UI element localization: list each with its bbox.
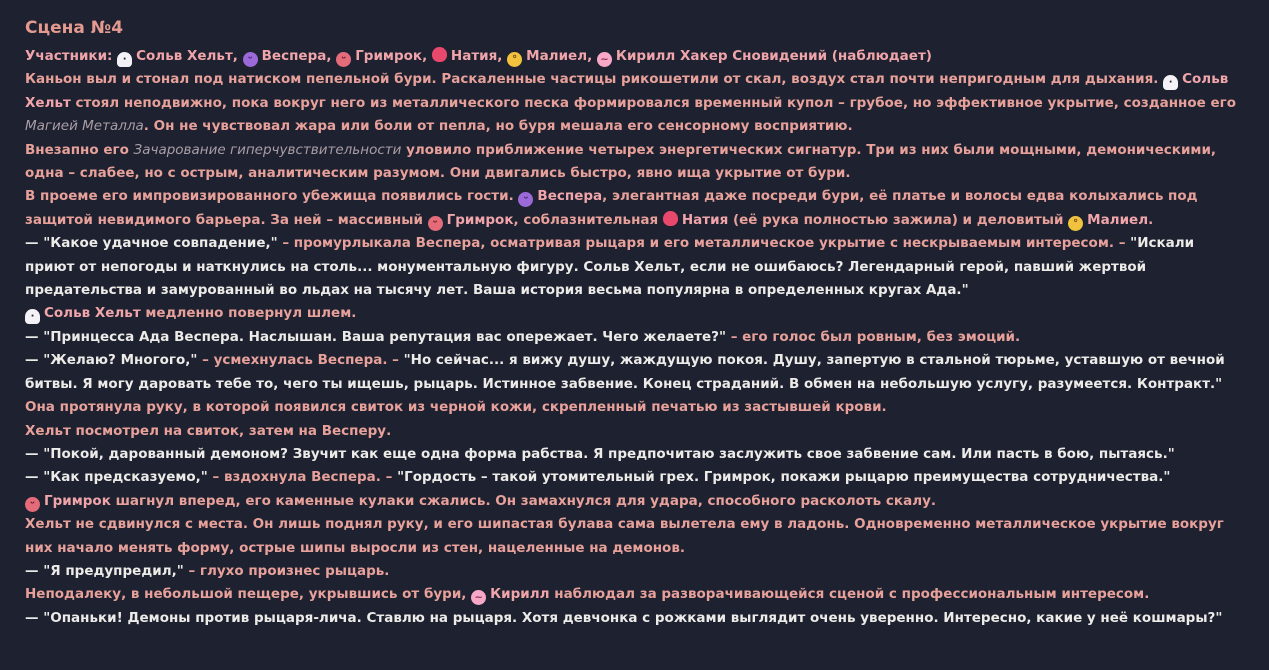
shy-face-icon: ° xyxy=(507,52,522,67)
paragraph: ᵕ Гримрок шагнул вперед, его каменные кулаки сжались. Он замахнулся для удара, способного расколоть скалу. xyxy=(25,490,1245,513)
dialogue: — "Желаю? Многого," – усмехнулась Веспера. – "Но сейчас... я вижу душу, жаждущую покоя. Душу, запертую в стальной тюрьме, уставшую от вечной битвы. Я могу даровать тебе то, чего ты ищешь, рыцарь. Истинное забвение. Конец страданий. В обмен на небольшую услугу, разумеется. Контракт." xyxy=(25,352,1225,392)
lips-icon xyxy=(663,211,678,226)
skill-name: Магией Металла xyxy=(25,118,144,135)
character-name: Сольв Хельт xyxy=(44,305,141,322)
scene-title: Сцена №4 xyxy=(25,18,124,38)
character-name: Кирилл xyxy=(490,586,550,603)
paragraph: В проеме его импровизированного убежища появились гости. ᵕ Веспера, элегантная даже посреди бури, её платье и волосы едва колыхались под защитой невидимого барьера. За ней – массивный ᵕ Гримрок, соблазнительная Натия (её рука полностью зажила) и деловитый ° Малиел. xyxy=(25,188,1198,229)
dialogue: — "Какое удачное совпадение," – промурлыкала Веспера, осматривая рыцаря и его металлическое укрытие с нескрываемым интересом. – "Искали приют от непогоды и наткнулись на столь... монументальную фигуру. Сольв Хельт, если не ошибаюсь? Легендарный герой, павший жертвой предательства и замурованный во льдах на тысячу лет. Ваша история весьма популярна в определенных кругах Ада." xyxy=(25,235,1195,299)
character-name: Натия xyxy=(681,211,729,228)
paragraph: Хельт посмотрел на свиток, затем на Весперу. xyxy=(25,422,392,439)
participant-name: Кирилл Хакер Сновидений (наблюдает) xyxy=(615,48,932,64)
participant-name: Веспера xyxy=(261,48,327,64)
imp-face-icon: ᵕ xyxy=(428,216,443,231)
participants-label: Участники: xyxy=(25,48,113,64)
dialogue: — "Опаньки! Демоны против рыцаря-лича. Ставлю на рыцаря. Хотя девчонка с рожками выглядит очень уверенно. Интересно, какие у неё кошмары?" xyxy=(25,609,1223,626)
imp-face-icon: ᵕ xyxy=(25,497,40,512)
paragraph: Хельт не сдвинулся с места. Он лишь поднял руку, и его шипастая булава сама вылетела ему в ладонь. Одновременно металлическое укрытие вокруг них начало менять форму, острые шипы выросли из стен, нацеленные на демонов. xyxy=(25,516,1224,556)
character-name: Малиел xyxy=(1087,211,1149,228)
skill-name: Зачарование гиперчувствительности xyxy=(133,141,402,158)
paragraph: Внезапно его Зачарование гиперчувствительности уловило приближение четырех энергетических сигнатур. Три из них были мощными, демоническими, одна – слабее, но с острым, аналитическим разумом. Они двигались быстро, явно ища укрытие от бури. xyxy=(25,141,1217,182)
ghost-icon: · xyxy=(1163,75,1178,90)
participant-name: Натия xyxy=(450,48,498,64)
ghost-icon: · xyxy=(25,309,40,324)
character-name: Гримрок xyxy=(446,211,514,228)
demon-face-icon: ᵕ xyxy=(243,52,258,67)
demon-face-icon: ᵕ xyxy=(518,192,533,207)
dialogue: — "Принцесса Ада Веспера. Наслышан. Ваша репутация вас опережает. Чего желаете?" – его голос был ровным, без эмоций. xyxy=(25,328,1021,345)
character-name: Веспера xyxy=(537,188,603,205)
paragraph: Каньон выл и стонал под натиском пепельной бури. Раскаленные частицы рикошетили от скал, воздух стал почти непригодным для дыхания. · Сольв Хельт стоял неподвижно, пока вокруг него из металлического песка формировался временный купол – грубое, но эффективное укрытие, созданное его Магией Металла. Он не чувствовал жара или боли от пепла, но буря мешала его сенсорному восприятию. xyxy=(25,71,1236,135)
participant-name: Гримрок xyxy=(355,48,423,64)
imp-face-icon: ᵕ xyxy=(336,52,351,67)
participants-line: Участники: · Сольв Хельт, ᵕ Веспера, ᵕ Гримрок, Натия, ° Малиел, ~ Кирилл Хакер Сновидений (наблюдает) xyxy=(25,48,932,65)
dialogue: — "Я предупредил," – глухо произнес рыцарь. xyxy=(25,562,390,579)
shy-face-icon: ° xyxy=(1068,216,1083,231)
lips-icon xyxy=(432,47,447,62)
dialogue: — "Как предсказуемо," – вздохнула Веспера. – "Гордость – такой утомительный грех. Гримрок, покажи рыцарю преимущества сотрудничества." xyxy=(25,469,1171,486)
ghost-icon: · xyxy=(117,52,132,67)
cut-off-line xyxy=(25,0,1245,4)
paragraph: · Сольв Хельт медленно повернул шлем. xyxy=(25,302,1245,325)
paragraph: Неподалеку, в небольшой пещере, укрывшись от бури, ~ Кирилл наблюдал за разворачивающейся сценой с профессиональным интересом. xyxy=(25,586,1150,604)
character-name: Гримрок xyxy=(44,492,111,509)
paragraph: Она протянула руку, в которой появился свиток из черной кожи, скрепленный печатью из застывшей крови. xyxy=(25,399,887,416)
brain-icon: ~ xyxy=(471,590,486,605)
character-name: Сольв Хельт xyxy=(25,71,1229,111)
brain-icon: ~ xyxy=(597,52,612,67)
dialogue: — "Покой, дарованный демоном? Звучит как еще одна форма рабства. Я предпочитаю заслужить свое забвение сам. Или пасть в бою, пытаясь." xyxy=(25,445,1175,462)
participant-name: Сольв Хельт xyxy=(136,48,233,64)
participant-name: Малиел xyxy=(526,48,588,64)
